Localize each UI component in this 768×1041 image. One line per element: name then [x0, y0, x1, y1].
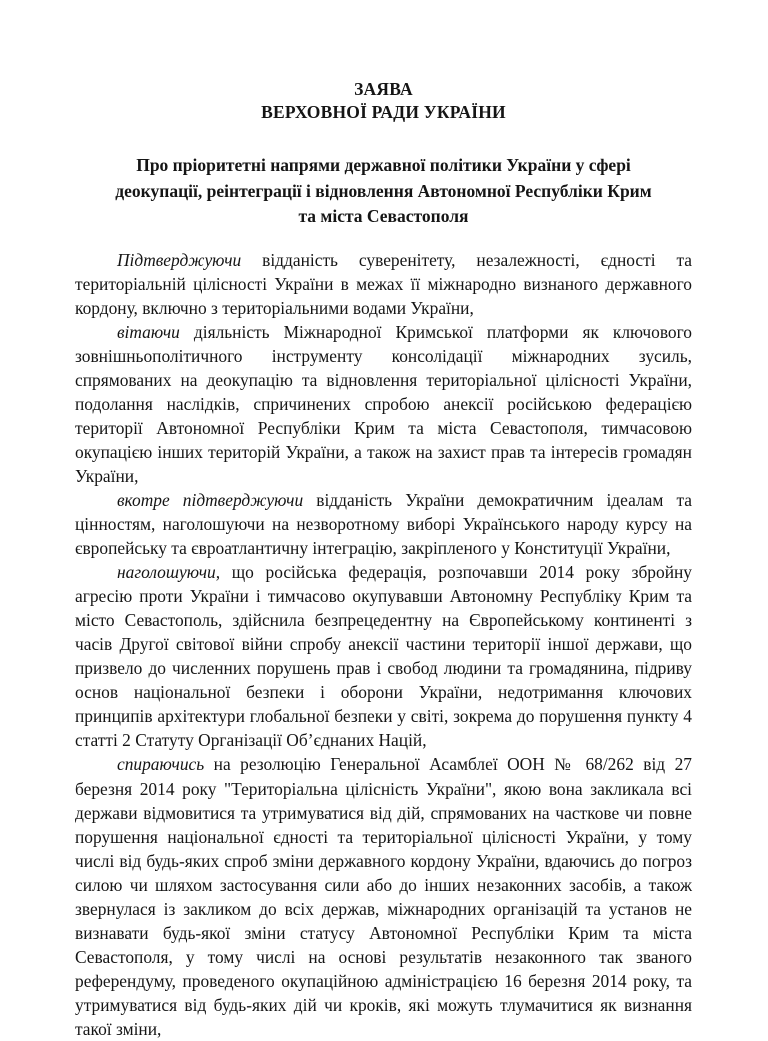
paragraph-lead-in: вітаючи	[117, 322, 180, 342]
page-title	[75, 0, 692, 124]
paragraph-text: діяльність Міжнародної Кримської платформи як ключового зовнішньополітичного інструменту консолідації міжнародних зусиль, спрямованих на деокупацію та відновлення територіальної цілісності України, подолання наслідків, спричинених спробою анексії російською федерацією території Автономної Республіки Крим та міста Севастополя, тимчасовою окупацією інших територій України, а також на захист прав та інтересів громадян України,	[75, 322, 692, 486]
paragraph-text: на резолюцію Генеральної Асамблеї ООН № 68/262 від 27 березня 2014 року "Територіальна цілісність України", якою вона закликала всі держави відмовитися та утримуватися від дій, спрямованих на часткове чи повне порушення національної єдності та територіальної цілісності України, у тому числі від будь-яких спроб зміни державного кордону України, вдаючись до погроз силою чи шляхом застосування сили або до інших незаконних засобів, а також звернулася із закликом до всіх держав, міжнародних організацій та установ не визнавати будь-якої зміни статусу Автономної Республіки Крим та міста Севастополя, у тому числі на основі результатів незаконного так званого референдуму, проведеного окупаційною адміністрацією 16 березня 2014 року, та утримуватися від будь-яких дій чи кроків, які можуть тлумачитися як визнання такої зміни,	[75, 754, 692, 1039]
page-subtitle	[75, 124, 692, 230]
paragraph	[75, 248, 692, 320]
paragraph-text: що російська федерація, розпочавши 2014 року збройну агресію проти України і тимчасово окупувавши Автономну Республіку Крим та місто Севастополь, здійснила безпрецедентну на Європейському континенті з часів Другої світової війни спробу анексії частини території іншої держави, що призвело до численних порушень прав і свобод людини та громадянина, підриву основ національної безпеки і оборони України, недотримання ключових принципів архітектури глобальної безпеки у світі, зокрема до порушення пункту 4 статті 2 Статуту Організації Об’єднаних Націй,	[75, 562, 692, 750]
page-subtitle-line-1: Про пріоритетні напрями державної політики України у сфері	[75, 153, 692, 179]
paragraph	[75, 320, 692, 488]
document-body	[75, 230, 692, 1041]
paragraph	[75, 752, 692, 1041]
paragraph-lead-in: спираючись	[117, 754, 204, 774]
paragraph	[75, 560, 692, 752]
page-subtitle-line-3: та міста Севастополя	[75, 204, 692, 230]
page-subtitle-line-2: деокупації, реінтеграції і відновлення Автономної Республіки Крим	[75, 179, 692, 205]
paragraph	[75, 488, 692, 560]
paragraph-lead-in: наголошуючи,	[117, 562, 220, 582]
paragraph-text: відданість суверенітету, незалежності, єдності та територіальній цілісності України в межах її міжнародно визнаного державного кордону, включно з територіальними водами України,	[75, 250, 692, 318]
page-title-line-1: ЗАЯВА	[75, 78, 692, 101]
paragraph-text: відданість України демократичним ідеалам та цінностям, наголошуючи на незворотному виборі Українського народу курсу на європейську та євроатлантичну інтеграцію, закріпленого у Конституції України,	[75, 490, 692, 558]
page-title-line-2: ВЕРХОВНОЇ РАДИ УКРАЇНИ	[75, 101, 692, 124]
paragraph-lead-in: Підтверджуючи	[117, 250, 241, 270]
paragraph-lead-in: вкотре підтверджуючи	[117, 490, 303, 510]
